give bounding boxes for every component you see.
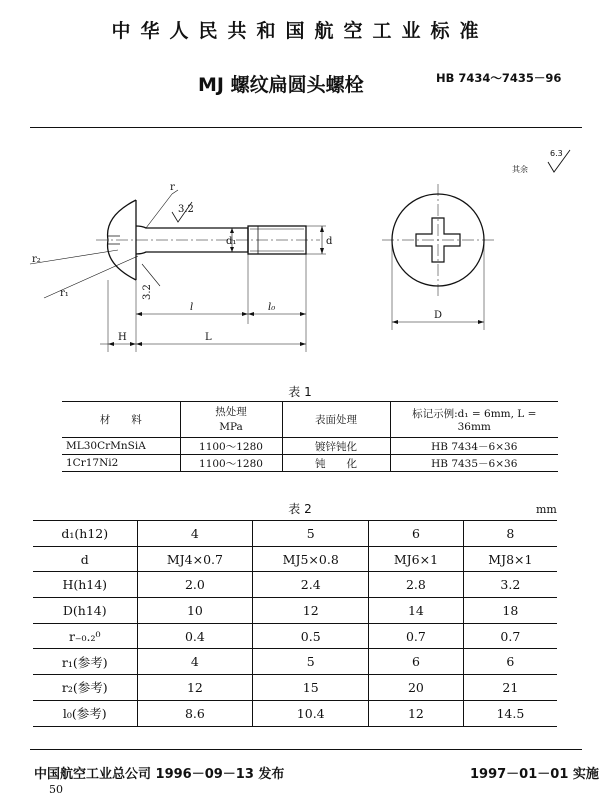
table-cell: 2.8 (369, 572, 464, 598)
table-cell: 1100～1280 (180, 455, 282, 472)
table-row (62, 438, 558, 455)
table-cell: 4 (137, 521, 253, 547)
table-cell: 6 (463, 649, 557, 675)
table-cell: 14 (369, 598, 464, 624)
header-rule (30, 127, 582, 128)
page-number: 50 (49, 783, 63, 796)
table-cell: MJ5×0.8 (253, 546, 369, 572)
document-code: HB 7434～7435－96 (436, 71, 562, 85)
t1-header-marking: 标记示例:d₁ = 6mm, L = 36mm (390, 402, 558, 438)
label-L: L (205, 332, 212, 343)
bolt-technical-drawing (0, 140, 600, 370)
table-cell: 6 (369, 521, 464, 547)
label-d1: d₁ (226, 236, 237, 247)
table-cell: 3.2 (463, 572, 557, 598)
table-cell: 1100～1280 (180, 438, 282, 455)
table-cell: 12 (369, 700, 464, 726)
row-header: r₁(参考) (33, 649, 137, 675)
table-cell: 21 (463, 675, 557, 701)
row-header: d (33, 546, 137, 572)
label-r1: r₁ (60, 288, 69, 299)
table-cell: HB 7434－6×36 (390, 438, 558, 455)
table1-caption: 表 1 (288, 385, 312, 399)
table-row (33, 675, 557, 701)
table-row (33, 598, 557, 624)
table-cell: MJ8×1 (463, 546, 557, 572)
table-cell: 8.6 (137, 700, 253, 726)
row-header: D(h14) (33, 598, 137, 624)
table-cell: 20 (369, 675, 464, 701)
table-cell: 8 (463, 521, 557, 547)
table2-caption: 表 2 (288, 502, 312, 516)
t1-header-heat: 热处理 MPa (180, 402, 282, 438)
table-cell: 6 (369, 649, 464, 675)
footer-rule (30, 749, 582, 750)
label-l0: l₀ (268, 302, 276, 313)
roughness-prefix: 其余 (512, 165, 528, 174)
table-cell: 10 (137, 598, 253, 624)
table-cell: 12 (137, 675, 253, 701)
table-cell: 5 (253, 521, 369, 547)
effective-date: 1997－01－01 实施 (470, 767, 599, 782)
table-cell: 10.4 (253, 700, 369, 726)
table-cell: 0.7 (369, 623, 464, 649)
document-title: MJ 螺纹扁圆头螺栓 (198, 74, 364, 96)
table-cell: 5 (253, 649, 369, 675)
table-row (62, 455, 558, 472)
label-D: D (434, 310, 443, 321)
table-cell: 0.7 (463, 623, 557, 649)
row-header: r₋₀.₂⁰ (33, 623, 137, 649)
table-cell: ML30CrMnSiA (62, 438, 180, 455)
table2-unit: mm (536, 503, 557, 516)
label-d: d (326, 236, 333, 247)
table-cell: 0.5 (253, 623, 369, 649)
table-cell: 钝 化 (282, 455, 390, 472)
standard-title: 中华人民共和国航空工业标准 (111, 20, 489, 42)
roughness-head-value: 3.2 (178, 204, 194, 215)
dimensions-table (33, 520, 557, 727)
row-header: H(h14) (33, 572, 137, 598)
t1-header-material: 材 料 (62, 402, 180, 438)
table-cell: 12 (253, 598, 369, 624)
table-cell: 2.4 (253, 572, 369, 598)
label-l: l (190, 302, 194, 313)
materials-table (62, 401, 558, 472)
table-cell: 1Cr17Ni2 (62, 455, 180, 472)
row-header: d₁(h12) (33, 521, 137, 547)
t1-header-surface: 表面处理 (282, 402, 390, 438)
table-cell: HB 7435－6×36 (390, 455, 558, 472)
table-row (33, 700, 557, 726)
table-cell: MJ4×0.7 (137, 546, 253, 572)
table-cell: 2.0 (137, 572, 253, 598)
label-H: H (118, 332, 127, 343)
table-cell: 15 (253, 675, 369, 701)
table-cell: 18 (463, 598, 557, 624)
row-header: l₀(参考) (33, 700, 137, 726)
table-cell: 0.4 (137, 623, 253, 649)
table-row (33, 546, 557, 572)
roughness-general-value: 6.3 (550, 149, 563, 158)
row-header: r₂(参考) (33, 675, 137, 701)
table-row (33, 521, 557, 547)
table-cell: 镀锌钝化 (282, 438, 390, 455)
table-cell: 14.5 (463, 700, 557, 726)
table-cell: 4 (137, 649, 253, 675)
roughness-under-value: 3.2 (142, 284, 153, 300)
issuer-line: 中国航空工业总公司 1996－09－13 发布 (34, 767, 285, 782)
table-row (33, 623, 557, 649)
table-row (33, 572, 557, 598)
label-r: r (170, 182, 175, 193)
label-r2: r₂ (32, 254, 41, 265)
table-cell: MJ6×1 (369, 546, 464, 572)
table-row (33, 649, 557, 675)
